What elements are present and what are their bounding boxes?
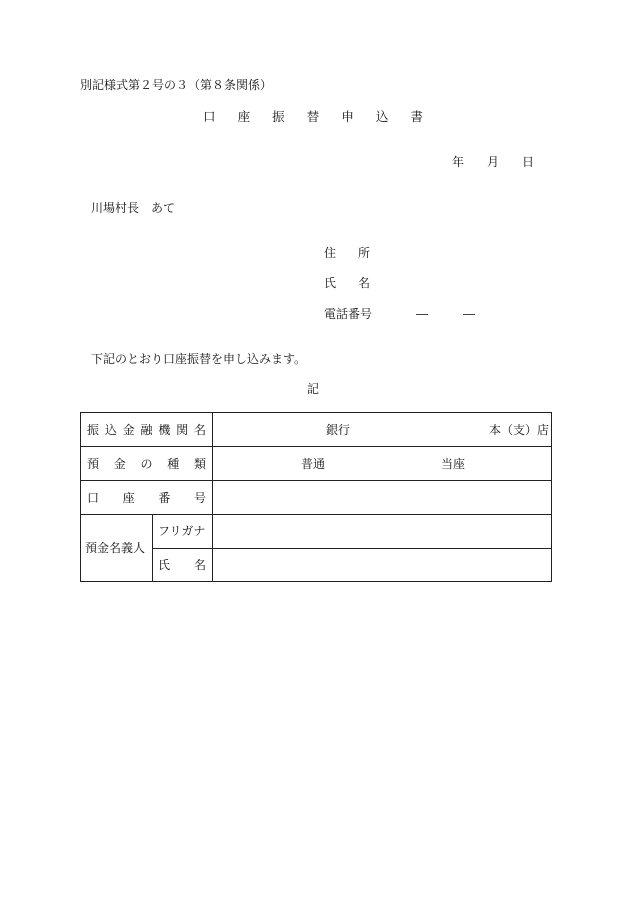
account-holder-label: 預金名義人 xyxy=(85,541,146,555)
title-char: 替 xyxy=(306,109,320,124)
table-divider xyxy=(81,514,551,515)
applicant-name-label xyxy=(324,276,370,290)
date-year-label: 年 xyxy=(452,155,465,169)
deposit-type-current[interactable]: 当座 xyxy=(441,457,466,471)
addressee: 川場村長 あて xyxy=(91,201,176,215)
label-char: 口 xyxy=(87,491,100,505)
title-char: 座 xyxy=(237,109,251,124)
title-char: 書 xyxy=(410,109,423,124)
label-char: 融 xyxy=(140,423,153,437)
bank-suffix: 銀行 xyxy=(326,423,351,437)
holder-name-label xyxy=(158,558,206,572)
label-char: 名 xyxy=(193,558,206,572)
label-char: 金 xyxy=(113,457,126,471)
label-char: 氏 xyxy=(324,276,337,290)
table-divider xyxy=(81,480,551,481)
request-statement: 下記のとおり口座振替を申し込みます。 xyxy=(91,352,307,366)
label-char: 号 xyxy=(193,491,206,505)
account-number-label xyxy=(87,491,206,505)
date-line xyxy=(452,155,534,169)
table-divider xyxy=(212,413,213,581)
label-char: 関 xyxy=(176,423,189,437)
deposit-type-ordinary[interactable]: 普通 xyxy=(301,457,326,471)
document-title xyxy=(203,110,423,124)
title-char: 申 xyxy=(341,109,354,124)
label-char: 番 xyxy=(158,491,171,505)
applicant-phone-line xyxy=(324,307,475,321)
label-char: 所 xyxy=(357,246,370,260)
applicant-address-label xyxy=(324,246,370,260)
label-char: 込 xyxy=(104,423,117,437)
label-char: 預 xyxy=(87,457,100,471)
label-char: 座 xyxy=(122,491,135,505)
furigana-label: フリガナ xyxy=(158,524,206,538)
label-char: 機 xyxy=(158,423,171,437)
label-char: 類 xyxy=(193,457,206,471)
date-day-label: 日 xyxy=(521,155,534,169)
table-divider xyxy=(152,548,551,549)
label-char: 金 xyxy=(122,423,135,437)
label-char: 振 xyxy=(87,423,100,437)
label-char: 名 xyxy=(357,276,370,290)
form-identifier: 別記様式第２号の３（第８条関係） xyxy=(80,78,273,92)
label-char: 名 xyxy=(193,423,206,437)
branch-suffix: 本（支）店 xyxy=(489,423,550,437)
label-char: 種 xyxy=(167,457,180,471)
phone-dash: ― xyxy=(416,307,428,321)
deposit-type-label xyxy=(87,457,206,471)
account-transfer-table xyxy=(80,412,552,582)
label-char: 住 xyxy=(324,246,337,260)
ki-heading: 記 xyxy=(307,382,320,396)
table-divider xyxy=(81,446,551,447)
label-char: の xyxy=(140,457,153,471)
phone-label: 電話番号 xyxy=(324,307,373,321)
label-char: 氏 xyxy=(158,558,171,572)
title-char: 込 xyxy=(375,109,389,124)
phone-dash: ― xyxy=(463,307,475,321)
title-char: 振 xyxy=(272,109,285,124)
date-month-label: 月 xyxy=(486,155,499,169)
title-char: 口 xyxy=(203,109,216,124)
bank-name-label xyxy=(87,423,206,437)
